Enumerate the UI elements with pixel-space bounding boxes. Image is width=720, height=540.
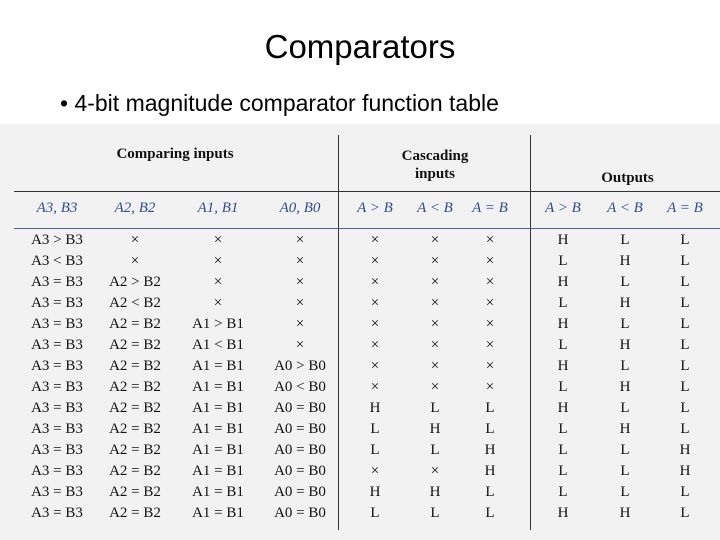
table-cell: L (558, 484, 568, 500)
table-cell: × (295, 316, 305, 332)
table-cell: L (558, 463, 568, 479)
table-cell: A3 = B3 (31, 295, 83, 311)
table-cell: × (430, 463, 440, 479)
table-cell: × (485, 358, 495, 374)
table-cell: L (680, 421, 690, 437)
table-cell: A3 = B3 (31, 274, 83, 290)
column-header: A3, B3 (36, 200, 78, 216)
table-cell: × (370, 316, 380, 332)
slide-title: Comparators (264, 28, 456, 65)
table-cell: × (485, 379, 495, 395)
table-cell: H (557, 274, 569, 290)
table-cell: × (430, 358, 440, 374)
table-cell: × (295, 274, 305, 290)
table-cell: H (369, 484, 381, 500)
table-cell: L (430, 442, 440, 458)
table-cell: A3 = B3 (31, 505, 83, 521)
table-cell: A0 > B0 (274, 358, 326, 374)
table-cell: H (429, 421, 441, 437)
table-cell: × (430, 232, 440, 248)
column-header: A < B (607, 200, 643, 216)
table-cell: × (295, 253, 305, 269)
table-cell: H (557, 232, 569, 248)
table-cell: A3 = B3 (31, 400, 83, 416)
table-cell: H (557, 400, 569, 416)
table-cell: L (620, 484, 630, 500)
column-header: A1, B1 (197, 200, 239, 216)
table-cell: A1 < B1 (192, 337, 244, 353)
table-cell: L (680, 337, 690, 353)
table-cell: L (680, 274, 690, 290)
table-cell: × (370, 463, 380, 479)
table-cell: × (213, 274, 223, 290)
table-cell: H (557, 505, 569, 521)
table-cell: A0 = B0 (274, 505, 326, 521)
table-cell: × (370, 379, 380, 395)
table-cell: × (370, 253, 380, 269)
table-cell: A3 = B3 (31, 442, 83, 458)
table-cell: A0 = B0 (274, 421, 326, 437)
divider-cascading (338, 135, 339, 530)
table-cell: L (558, 379, 568, 395)
table-cell: L (370, 505, 380, 521)
table-cell: A3 > B3 (31, 232, 83, 248)
table-cell: H (619, 253, 631, 269)
table-cell: × (485, 337, 495, 353)
table-cell: H (679, 463, 691, 479)
table-cell: L (485, 400, 495, 416)
table-cell: A2 = B2 (109, 421, 161, 437)
table-cell: L (680, 505, 690, 521)
table-cell: A3 = B3 (31, 358, 83, 374)
table-cell: × (485, 295, 495, 311)
outputs-header: Outputs (601, 170, 654, 186)
table-cell: L (680, 232, 690, 248)
table-cell: A3 = B3 (31, 316, 83, 332)
table-cell: A2 = B2 (109, 358, 161, 374)
table-cell: L (430, 505, 440, 521)
table-cell: L (620, 274, 630, 290)
table-cell: H (619, 337, 631, 353)
bullet-text: • 4-bit magnitude comparator function table (60, 90, 499, 116)
table-cell: L (558, 421, 568, 437)
table-cell: L (620, 358, 630, 374)
table-cell: × (213, 232, 223, 248)
table-cell: × (430, 337, 440, 353)
table-cell: A1 = B1 (192, 400, 244, 416)
table-cell: A1 = B1 (192, 358, 244, 374)
table-cell: H (619, 295, 631, 311)
table-cell: L (680, 400, 690, 416)
column-header: A < B (417, 200, 453, 216)
table-cell: H (679, 442, 691, 458)
table-cell: L (680, 484, 690, 500)
table-cell: L (620, 316, 630, 332)
table-cell: × (370, 337, 380, 353)
column-header: A > B (357, 200, 393, 216)
table-cell: A0 = B0 (274, 484, 326, 500)
table-cell: × (485, 274, 495, 290)
table-cell: × (485, 232, 495, 248)
table-cell: L (680, 316, 690, 332)
column-header: A > B (545, 200, 581, 216)
table-cell: A2 = B2 (109, 463, 161, 479)
table-cell: A0 < B0 (274, 379, 326, 395)
table-cell: L (680, 253, 690, 269)
table-cell: L (558, 295, 568, 311)
table-cell: L (680, 379, 690, 395)
table-cell: × (295, 337, 305, 353)
table-cell: L (680, 295, 690, 311)
table-cell: A1 = B1 (192, 442, 244, 458)
table-cell: L (558, 253, 568, 269)
table-cell: H (557, 316, 569, 332)
table-cell: L (370, 421, 380, 437)
table-cell: H (484, 442, 496, 458)
table-cell: A1 = B1 (192, 421, 244, 437)
table-cell: L (620, 232, 630, 248)
table-cell: H (369, 400, 381, 416)
cascading-inputs-header: Cascading inputs (401, 148, 469, 182)
table-cell: H (429, 484, 441, 500)
column-header: A0, B0 (279, 200, 321, 216)
table-cell: × (430, 274, 440, 290)
comparing-inputs-header: Comparing inputs (116, 146, 234, 162)
table-cell: A2 = B2 (109, 400, 161, 416)
table-cell: × (370, 358, 380, 374)
table-cell: L (620, 442, 630, 458)
divider-outputs (530, 135, 531, 530)
table-cell: L (430, 400, 440, 416)
table-cell: × (213, 253, 223, 269)
table-cell: H (619, 505, 631, 521)
table-cell: H (484, 463, 496, 479)
table-cell: A1 > B1 (192, 316, 244, 332)
table-cell: × (430, 379, 440, 395)
table-cell: A2 = B2 (109, 505, 161, 521)
table-cell: × (370, 274, 380, 290)
table-cell: A3 = B3 (31, 337, 83, 353)
table-cell: A3 = B3 (31, 484, 83, 500)
column-header: A = B (667, 200, 703, 216)
table-cell: A1 = B1 (192, 505, 244, 521)
table-cell: L (620, 463, 630, 479)
column-rule (14, 228, 720, 229)
table-cell: L (558, 337, 568, 353)
table-cell: A2 = B2 (109, 442, 161, 458)
table-cell: L (680, 358, 690, 374)
table-cell: × (295, 295, 305, 311)
table-cell: A1 = B1 (192, 463, 244, 479)
table-cell: A1 = B1 (192, 484, 244, 500)
table-cell: × (430, 253, 440, 269)
table-cell: A0 = B0 (274, 442, 326, 458)
table-cell: × (430, 316, 440, 332)
table-cell: A2 = B2 (109, 316, 161, 332)
column-header: A2, B2 (114, 200, 156, 216)
column-header: A = B (472, 200, 508, 216)
table-cell: × (370, 232, 380, 248)
table-cell: A2 = B2 (109, 484, 161, 500)
table-cell: A3 = B3 (31, 379, 83, 395)
table-cell: A3 = B3 (31, 463, 83, 479)
table-cell: L (620, 400, 630, 416)
table-cell: × (370, 295, 380, 311)
table-cell: A3 = B3 (31, 421, 83, 437)
table-cell: × (485, 253, 495, 269)
table-cell: L (485, 484, 495, 500)
table-cell: A0 = B0 (274, 400, 326, 416)
table-cell: A1 = B1 (192, 379, 244, 395)
table-cell: A2 < B2 (109, 295, 161, 311)
table-cell: L (485, 505, 495, 521)
table-cell: L (370, 442, 380, 458)
table-cell: A0 = B0 (274, 463, 326, 479)
table-cell: × (485, 316, 495, 332)
table-cell: L (558, 442, 568, 458)
table-cell: × (130, 232, 140, 248)
table-cell: A2 = B2 (109, 379, 161, 395)
table-cell: L (485, 421, 495, 437)
table-cell: × (430, 295, 440, 311)
table-cell: A2 > B2 (109, 274, 161, 290)
table-cell: H (557, 358, 569, 374)
table-cell: H (619, 379, 631, 395)
table-cell: A3 < B3 (31, 253, 83, 269)
table-cell: H (619, 421, 631, 437)
table-cell: × (130, 253, 140, 269)
table-cell: A2 = B2 (109, 337, 161, 353)
table-cell: × (295, 232, 305, 248)
header-rule (14, 191, 720, 192)
table-cell: × (213, 295, 223, 311)
